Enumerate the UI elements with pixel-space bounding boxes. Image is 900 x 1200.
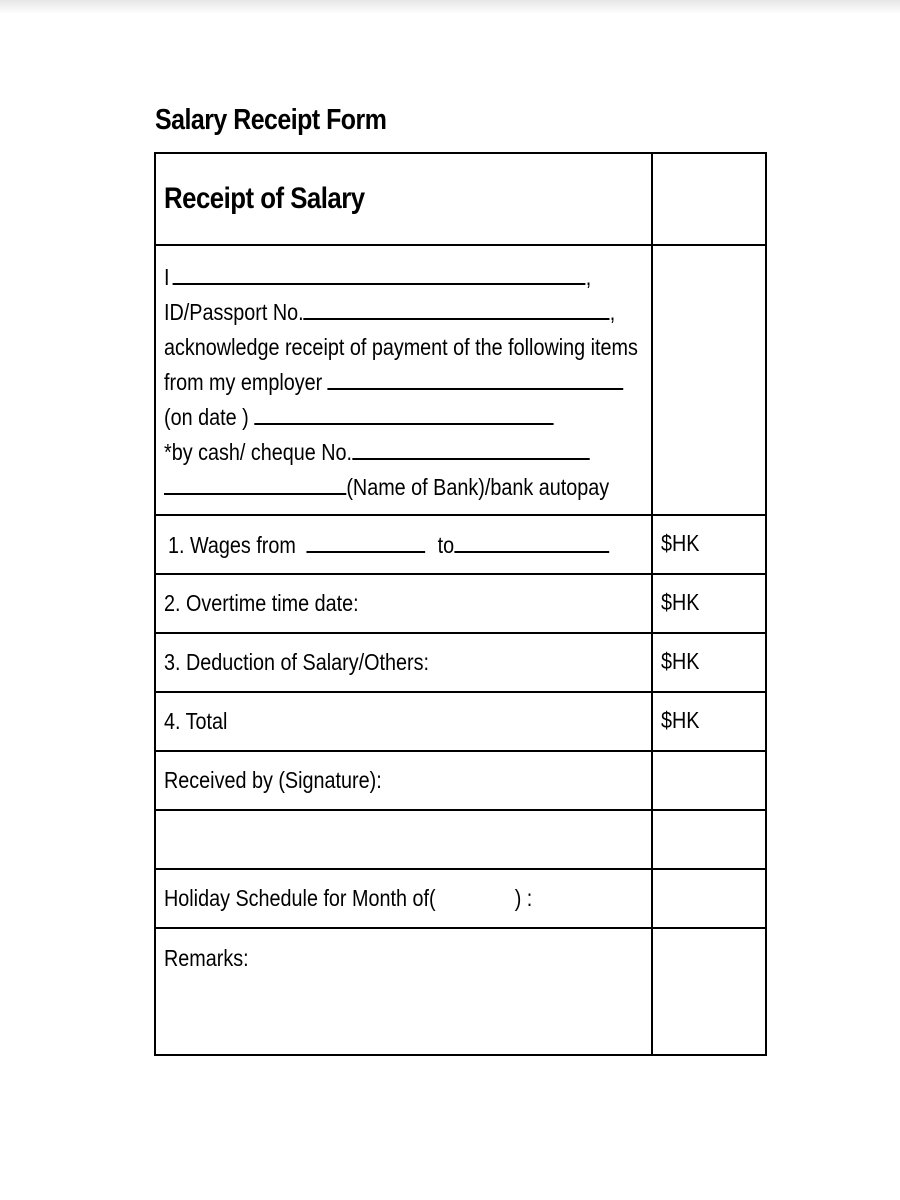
page-edge-shadow [0, 0, 900, 14]
employer-blank[interactable] [328, 370, 624, 390]
wages-currency: $HK [661, 530, 700, 556]
receipt-table [154, 152, 767, 1056]
holiday-label: Holiday Schedule for Month of( [164, 885, 436, 911]
blank-cell[interactable] [155, 810, 652, 869]
header-row [155, 153, 766, 245]
blank-row [155, 810, 766, 869]
blank-amount-cell[interactable] [652, 810, 766, 869]
acknowledge-line [164, 330, 651, 365]
date-label: (on date ) [164, 404, 249, 430]
wages-to-blank[interactable] [454, 533, 609, 553]
total-row [155, 692, 766, 751]
name-line [164, 260, 651, 295]
wages-cell [155, 515, 652, 574]
receipt-heading: Receipt of Salary [164, 182, 365, 215]
acknowledgement-cell [155, 245, 652, 515]
deduction-row [155, 633, 766, 692]
overtime-row [155, 574, 766, 633]
wages-from-blank[interactable] [307, 533, 426, 553]
passport-suffix: , [609, 299, 616, 325]
name-prefix: I [164, 264, 170, 290]
acknowledgement-amount-cell [652, 245, 766, 515]
acknowledgement-row [155, 245, 766, 515]
employer-label: from my employer [164, 369, 323, 395]
bank-line [164, 470, 651, 505]
date-line [164, 400, 651, 435]
cheque-label: *by cash/ cheque No. [164, 439, 353, 465]
holiday-label-suffix: ) : [514, 885, 533, 911]
signature-label: Received by (Signature): [164, 767, 382, 793]
name-suffix: , [585, 264, 592, 290]
remarks-amount-cell[interactable] [652, 928, 766, 1055]
overtime-amount-cell [652, 574, 766, 633]
holiday-cell [155, 869, 652, 928]
name-blank[interactable] [173, 265, 586, 285]
bank-blank[interactable] [164, 475, 346, 495]
total-cell [155, 692, 652, 751]
remarks-row [155, 928, 766, 1055]
bank-label: (Name of Bank)/bank autopay [346, 474, 610, 500]
signature-field[interactable] [652, 751, 766, 810]
cheque-line [164, 435, 651, 470]
passport-blank[interactable] [304, 300, 610, 320]
deduction-label: 3. Deduction of Salary/Others: [164, 649, 429, 675]
overtime-currency: $HK [661, 589, 700, 615]
remarks-label: Remarks: [164, 945, 249, 971]
wages-row [155, 515, 766, 574]
overtime-label: 2. Overtime time date: [164, 590, 359, 616]
wages-to-label: to [437, 531, 455, 558]
holiday-row [155, 869, 766, 928]
total-label: 4. Total [164, 708, 228, 734]
employer-line [164, 365, 651, 400]
passport-line [164, 295, 651, 330]
remarks-cell[interactable] [155, 928, 652, 1055]
header-amount-cell [652, 153, 766, 245]
total-amount-cell [652, 692, 766, 751]
passport-label: ID/Passport No. [164, 299, 304, 325]
deduction-amount-cell [652, 633, 766, 692]
date-blank[interactable] [254, 405, 553, 425]
wages-from-label: 1. Wages from [168, 531, 296, 558]
wages-amount-cell [652, 515, 766, 574]
deduction-currency: $HK [661, 648, 700, 674]
header-cell [155, 153, 652, 245]
signature-row [155, 751, 766, 810]
overtime-cell [155, 574, 652, 633]
total-currency: $HK [661, 707, 700, 733]
cheque-blank[interactable] [352, 440, 589, 460]
form-title: Salary Receipt Form [155, 104, 387, 136]
signature-cell [155, 751, 652, 810]
holiday-amount-cell[interactable] [652, 869, 766, 928]
deduction-cell [155, 633, 652, 692]
acknowledge-text: acknowledge receipt of payment of the following items [164, 334, 638, 360]
